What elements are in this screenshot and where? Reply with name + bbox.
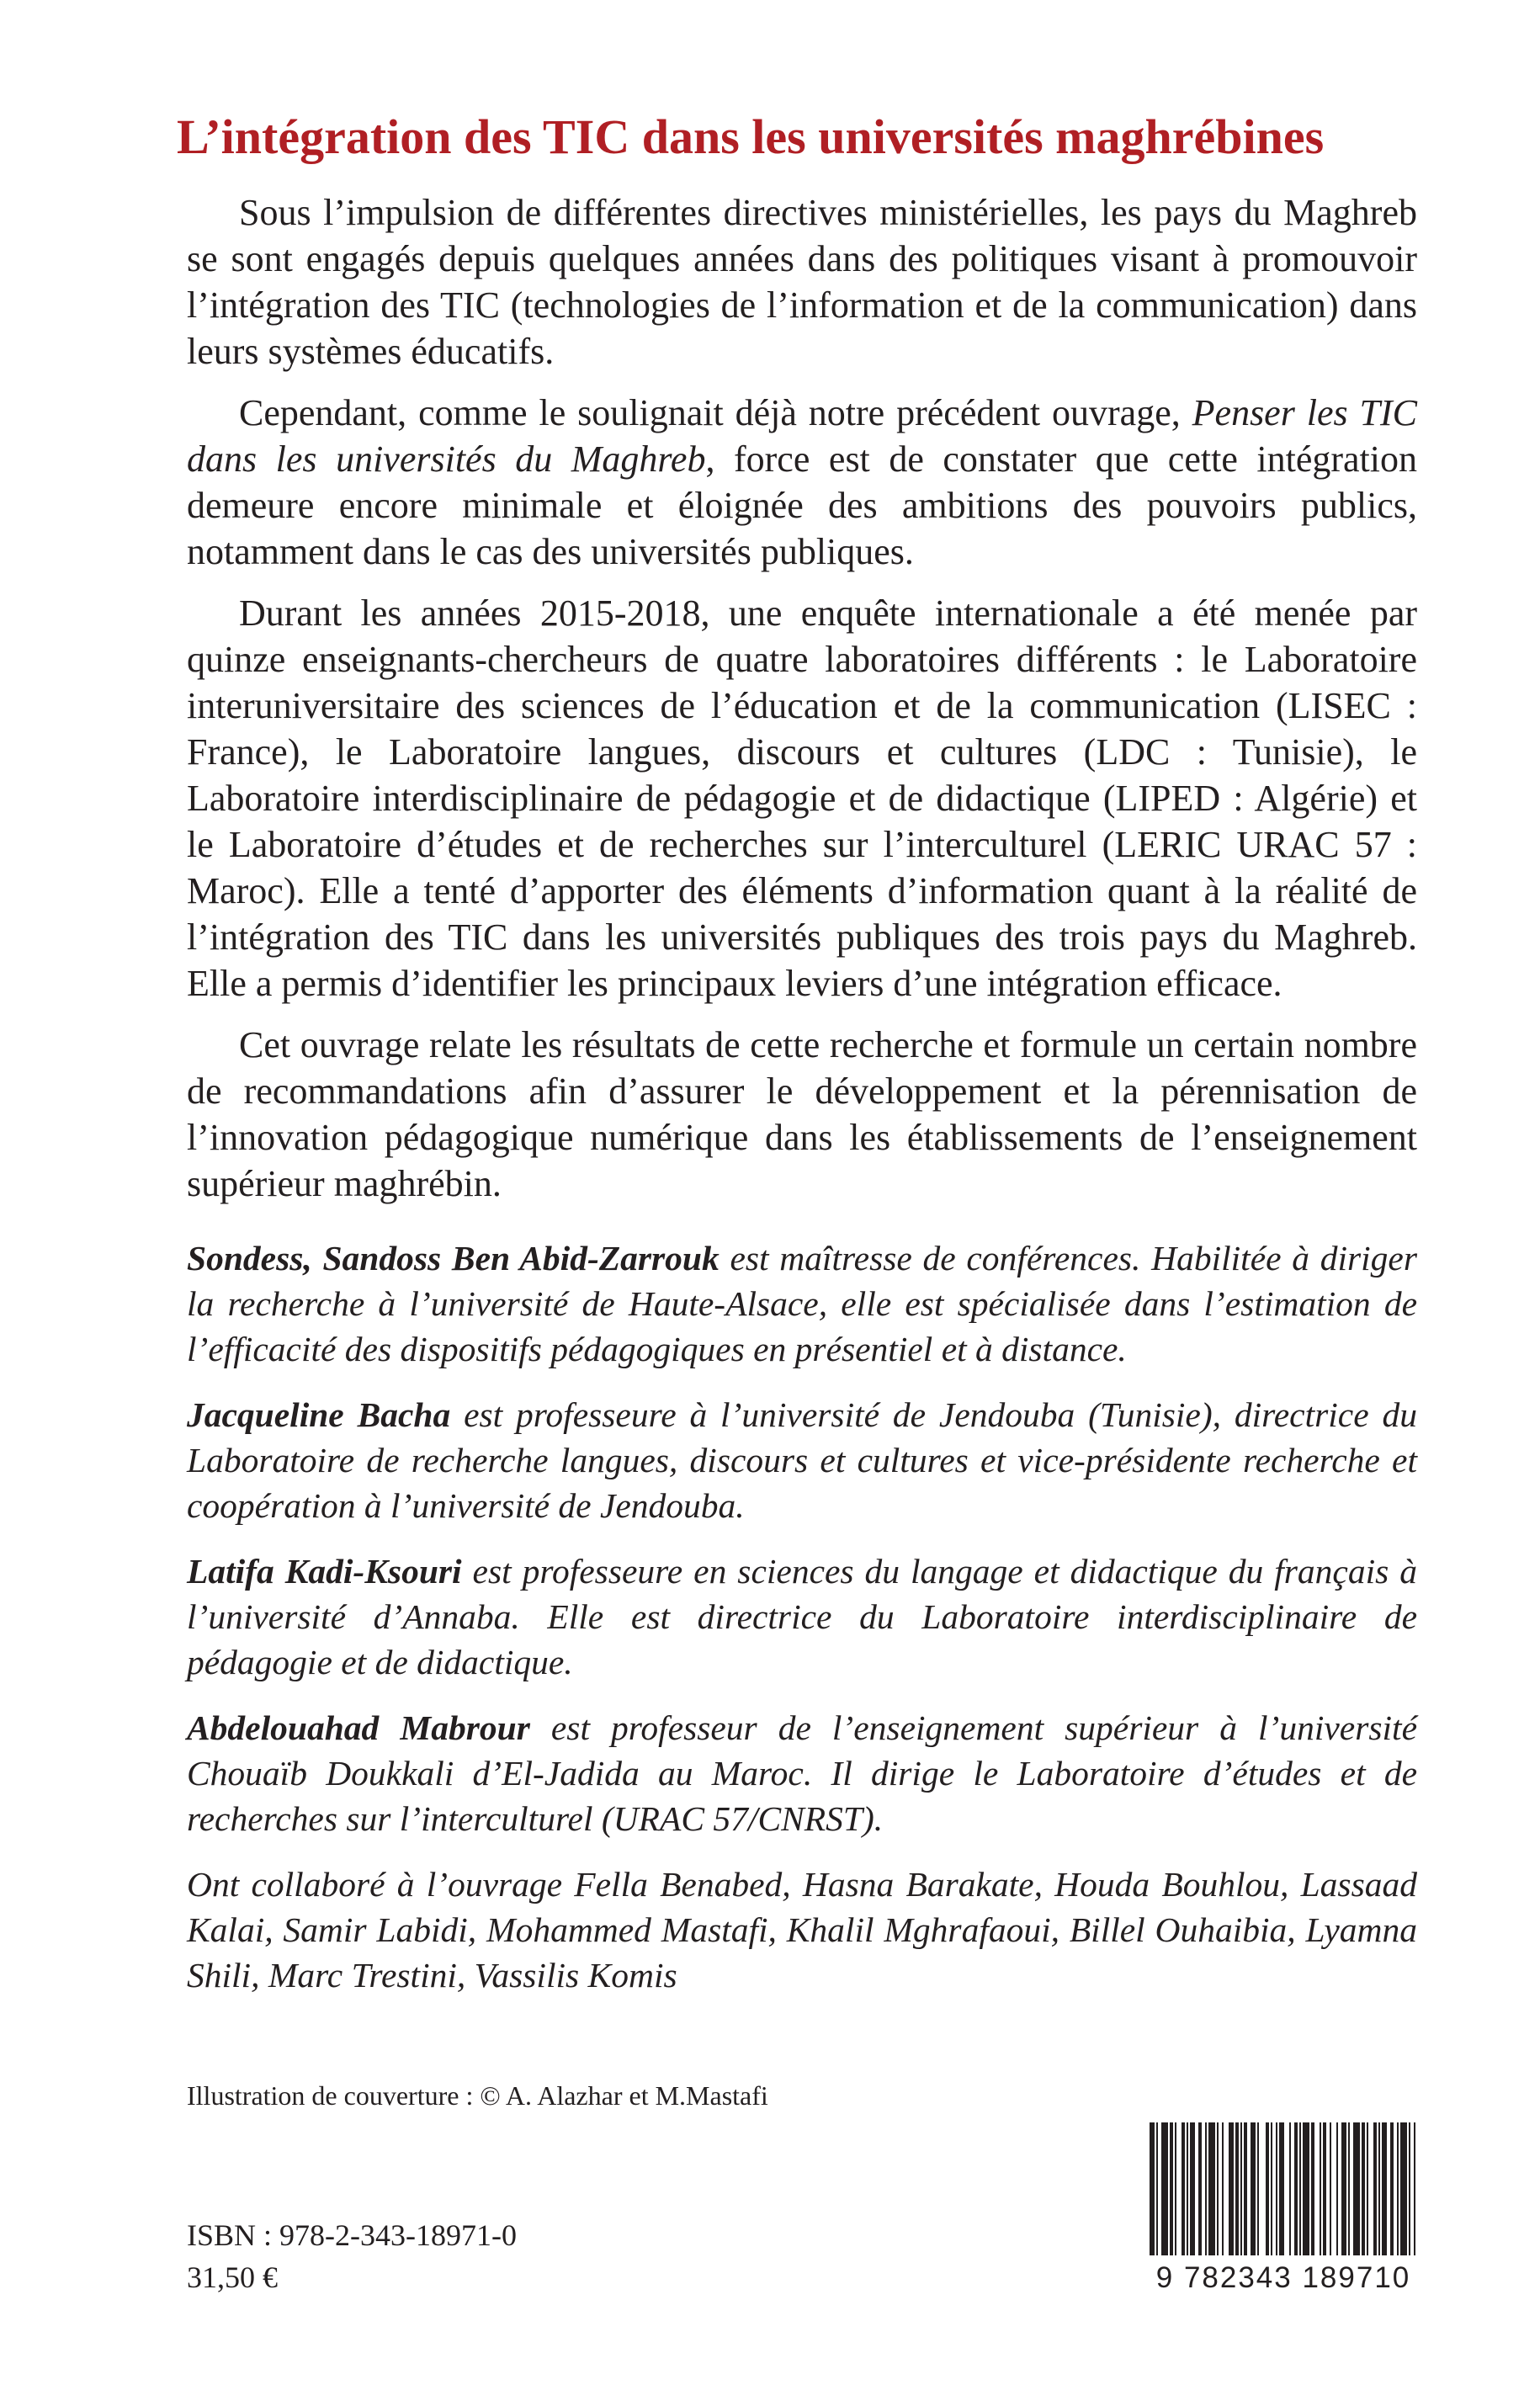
barcode-bar (1289, 2122, 1291, 2257)
barcode-bar (1175, 2122, 1176, 2257)
barcode-bar (1251, 2122, 1256, 2257)
barcode-bar (1353, 2122, 1360, 2257)
barcode-number: 9 782343 189710 (1144, 2255, 1422, 2301)
author-name: Sondess, Sandoss Ben Abid-Zarrouk (187, 1239, 720, 1277)
author-name: Jacqueline Bacha (187, 1395, 451, 1434)
barcode-bar (1336, 2122, 1338, 2257)
book-title: L’intégration des TIC dans les universités maghrébines (177, 109, 1325, 164)
barcode-bar (1182, 2122, 1185, 2257)
barcode-bar (1271, 2122, 1272, 2257)
barcode-bar (1390, 2122, 1394, 2257)
author-name: Latifa Kadi-Ksouri (187, 1552, 462, 1591)
barcode-bar (1266, 2122, 1269, 2257)
collaborators-note: Ont collaboré à l’ouvrage Fella Benabed, Hasna Barakate, Houda Bouhlou, Lassaad Kalai, Samir Labidi, Mohammed Mastafi, Khalil Mghrafaoui, Billel Ouhaibia, Lyamna Shili, Marc Trestini, Vassilis Komis (187, 1865, 1417, 1995)
barcode-bar (1382, 2122, 1387, 2257)
summary-paragraph-2 (187, 390, 1417, 575)
summary-paragraph-3: Durant les années 2015-2018, une enquête internationale a été menée par quinze enseignants-chercheurs de quatre laboratoires différents : le Laboratoire interuniversitaire des sciences de l’éducation et de la communication (LISEC : France), le Laboratoire langues, discours et cultures (LDC : Tunisie), le Laboratoire interdisciplinaire de pédagogie et de didactique (LIPED : Algérie) et le Laboratoire d’études et de recherches sur l’interculturel (LERIC URAC 57 : Maroc). Elle a tenté d’apporter des éléments d’information quant à la réalité de l’intégration des TIC dans les universités publiques des trois pays du Maghreb. Elle a permis d’identifier les principaux leviers d’une intégration efficace. (187, 592, 1417, 1004)
barcode-bar (1311, 2122, 1314, 2257)
barcode-bar (1208, 2122, 1215, 2257)
barcode-bar (1244, 2122, 1247, 2257)
barcode-bar (1330, 2122, 1331, 2257)
isbn: ISBN : 978-2-343-18971-0 (187, 2218, 517, 2252)
barcode-bar (1378, 2122, 1380, 2257)
barcode-bar (1303, 2122, 1309, 2257)
author-bio (187, 1235, 1417, 1372)
barcode-bar (1409, 2122, 1410, 2257)
barcode-bar (1222, 2122, 1224, 2257)
author-bio (187, 1548, 1417, 1685)
barcode-bar (1414, 2122, 1415, 2257)
author-description: est professeur de l’enseignement supérieur à l’université Chouaïb Doukkali d’El-Jadida au Maroc. Il dirige le Laboratoire d’études et de recherches sur l’interculturel (URAC 57/CNRST). (187, 1708, 1418, 1838)
barcode-bar (1187, 2122, 1188, 2257)
author-description: est maîtresse de conférences. Habilitée à diriger la recherche à l’université de Haute-Alsace, elle est spécialisée dans l’estimation de l’efficacité des dispositifs pédagogiques en présentiel et à distance. (187, 1239, 1417, 1368)
barcode-bar (1161, 2122, 1168, 2257)
barcode-bar (1235, 2122, 1239, 2257)
barcode-bar (1205, 2122, 1207, 2257)
barcode-bar (1240, 2122, 1242, 2257)
barcode-bar (1323, 2122, 1326, 2257)
author-bio (187, 1705, 1417, 1841)
summary-paragraph-4: Cet ouvrage relate les résultats de cette recherche et formule un certain nombre de recommandations afin d’assurer le développement et la pérennisation de l’innovation pédagogique numérique dans les établissements de l’enseignement supérieur maghrébin. (187, 1024, 1417, 1204)
barcode-bar (1198, 2122, 1202, 2257)
author-bios (187, 1235, 1417, 2018)
barcode-bar (1400, 2122, 1407, 2257)
summary-paragraph-2-end: , force est de constater que cette intégration demeure encore minimale et éloignée des ambitions des pouvoirs publics, notamment dans le cas des universités publiques. (187, 438, 1417, 572)
barcode-bar (1397, 2122, 1399, 2257)
author-description: est professeure à l’université de Jendouba (Tunisie), directrice du Laboratoire de recherche langues, discours et cultures et vice-présidente recherche et coopération à l’université de Jendouba. (187, 1395, 1417, 1525)
author-bio (187, 1392, 1417, 1528)
barcode-bar (1217, 2122, 1219, 2257)
barcode (1144, 2122, 1422, 2301)
author-name: Abdelouahad Mabrour (187, 1708, 530, 1747)
summary-paragraph-2-start: Cependant, comme le soulignait déjà notre précédent ouvrage, (239, 392, 1192, 433)
summary-paragraph-1: Sous l’impulsion de différentes directives ministérielles, les pays du Maghreb se sont engagés depuis quelques années dans des politiques visant à promouvoir l’intégration des TIC (technologies de l’information et de la communication) dans leurs systèmes éducatifs. (187, 192, 1417, 372)
barcode-bar (1279, 2122, 1284, 2257)
price: 31,50 € (187, 2260, 278, 2294)
barcode-bar (1229, 2122, 1234, 2257)
barcode-bar (1294, 2122, 1298, 2257)
barcode-bar (1276, 2122, 1277, 2257)
barcode-bar (1341, 2122, 1346, 2257)
summary-text (187, 189, 1417, 1222)
barcode-bar (1348, 2122, 1350, 2257)
cited-book-title: Penser les TIC dans les universités du Maghreb (187, 392, 1418, 480)
barcode-bar (1367, 2122, 1368, 2257)
barcode-bar (1299, 2122, 1301, 2257)
barcode-bar (1150, 2122, 1155, 2257)
barcode-bar (1373, 2122, 1377, 2257)
barcode-bar (1156, 2122, 1158, 2257)
cover-illustration-credit: Illustration de couverture : © A. Alazhar et M.Mastafi (187, 2080, 768, 2111)
barcode-bar (1190, 2122, 1195, 2257)
barcode-bar (1362, 2122, 1365, 2257)
barcode-bar (1257, 2122, 1259, 2257)
barcode-bar (1320, 2122, 1321, 2257)
author-description: est professeure en sciences du langage et didactique du français à l’université d’Annaba. Elle est directrice du Laboratoire interdisciplinaire de pédagogie et de didactique. (187, 1552, 1417, 1681)
barcode-bar (1170, 2122, 1173, 2257)
